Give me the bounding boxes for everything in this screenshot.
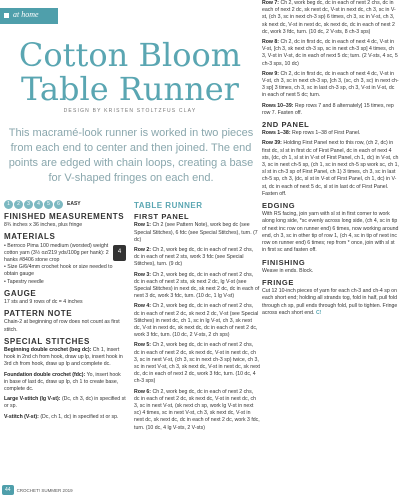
row-text: Ch 2, work beg dc, dc in each of next 2 chs, dc in each of next 2 sts, work 3 fdc (see Special Stitches), turn. (9 dc) (134, 247, 254, 268)
pattern-row (262, 140, 399, 198)
row-label: Row 4: (134, 303, 152, 310)
intro-text: This macramé-look runner is worked in two pieces from each end to center and then joined. The end points are edged with chain loops, creating a base for V-shaped fringes on each end. (8, 127, 254, 184)
page-title-line2: Table Runner (21, 70, 239, 108)
pattern-row (262, 0, 399, 36)
finished-text: 8¾ inches x 36 inches, plus fringe (4, 222, 83, 229)
fringe-heading: FRINGE (262, 277, 294, 287)
row-label: Rows 10–39: (262, 102, 294, 109)
pattern-note-text: Chain-2 at beginning of row does not count as first stitch. (4, 319, 120, 333)
skill-dot: 4 (34, 200, 43, 209)
finishing-heading: FINISHING (262, 257, 306, 267)
pattern-row (134, 222, 260, 244)
skill-dot: 5 (44, 200, 53, 209)
skill-dot: 3 (24, 200, 33, 209)
row-label: Row 5: (134, 342, 152, 349)
second-panel-heading: 2ND PANEL (262, 120, 310, 130)
row-text: Rep rows 7 and 8 alternately] 15 times, rep row 7. Fasten off. (262, 102, 394, 116)
edging-heading: EDGING (262, 201, 296, 211)
stitch-text: (Dc, ch 1, dc) in specified st or sp. (40, 413, 119, 420)
row-text: Ch 2, work beg dc, dc in each of next 2 chs, dc in each of next 2 dc, sk next dc, V-st in next dc, ch 3, sc in V-st, (ch 3, sc in next ch-3 sp) 6 times, ch 3, sc in V-st, ch 3, sk next dc, V-st in next dc, sk next dc, dc in each of next 2 dc, work 3 fdc, turn. (10 dc, 2 V-sts, 8 ch-3 sps) (262, 0, 396, 35)
pattern-row (134, 303, 260, 339)
end-mark: C! (315, 309, 322, 316)
finishing-text: Weave in ends. Block. (262, 267, 314, 274)
row-label: Row 7: (262, 0, 280, 6)
table-runner-heading: TABLE RUNNER (134, 201, 203, 210)
pattern-row (262, 39, 399, 68)
hook-text: • Size G/6/4mm crochet hook or size needed to obtain gauge (4, 264, 113, 278)
row-text: Ch 2, dc in first dc, dc in each of next 4 dc, V-st in V-st, ch 3, sc in next ch-3 sp, [ch 3, (sc, ch 3, sc) in next ch-3 sp] 3 times, ch 3, sc in last ch-3 sp, ch 3, V-st in V-st, dc in each of next 5 dc; turn. (262, 70, 399, 99)
row-label: Row 2: (134, 247, 152, 254)
yarn-text: • Berroco Pima 100 medium (worsted) weight cotton yarn (3½ oz/219 yds/100g per hank): 2 hanks #8406 stone crop (4, 242, 109, 264)
magazine-issue: CROCHET! SUMMER 2019 (16, 487, 73, 493)
row-text: Ch 2 (see Pattern Note), work beg dc (see Special Stitches), 6 fdc (see Special Stitches), turn. (7 dc) (134, 222, 258, 243)
stitch-name: V-stitch (V-st): (4, 413, 39, 420)
row-label: Row 8: (262, 39, 280, 46)
row-label: Row 3: (134, 271, 152, 278)
pattern-row (262, 71, 399, 100)
pattern-row (262, 130, 399, 137)
materials-heading: MATERIALS (4, 232, 56, 242)
pattern-row (134, 342, 260, 385)
page-number: 44 (2, 485, 14, 495)
stitch-name: Large V-stitch (lg V-st): (4, 396, 61, 403)
edging-text: With RS facing, join yarn with sl st in first corner to work along long side, *sc evenly across long side, (ch 4, sc in tip of next inc row on runner end) 6 times, now working around end, ch 3, sc in other tip of row 1, (ch 4, sc in tip of next inc row on runner end) 6 times; rep from * once, join with sl st in first sc and fasten off. (262, 211, 399, 254)
section-label: at home (13, 10, 39, 19)
page-footer (2, 485, 73, 495)
gauge-heading: GAUGE (4, 288, 37, 298)
skill-dot: 6 (54, 200, 63, 209)
gauge-text: 17 sts and 9 rows of dc = 4 inches (4, 299, 83, 306)
pattern-row (134, 272, 260, 301)
section-header (0, 8, 58, 24)
skill-level (4, 200, 126, 209)
fringe-text (262, 288, 399, 317)
special-stitch (4, 372, 126, 394)
stitch-text: Ch 1, insert hook in 2nd ch from hook, draw up lp, insert hook in 3rd ch from hook, draw up lp and complete dc. (4, 347, 123, 368)
row-text: Ch 2, work beg dc, dc in each of next 2 chs, dc in each of next 2 dc, sk next dc, V-st in next dc, ch 3, sc in next V-st, (sk next ch sp, work lg V-st in next sc) 4 times, sc in next V-st, ch 3, sk next dc, V-st in next dc, sk next dc, dc in each of next 2 dc, work 3 fdc, turn. (10 dc, 4 lg V-sts, 2 V-sts) (134, 388, 260, 431)
row-text: Ch 2, work beg dc, dc in each of next 2 chs, dc in each of next 2 dc, sk next 2 dc, V-st (see Special Stitches) in next dc, ch 1, sc in lg V-st, ch 3, sk next dc, V-st in next dc, sk next dc, dc in each of next 2 dc, work 3 fdc, turn. (10 dc, 2 V-sts, 2 ch sps) (134, 303, 259, 339)
row-text: Rep rows 1–38 of First Panel. (292, 130, 361, 137)
pattern-row (262, 103, 399, 117)
materials-yarn (4, 243, 126, 265)
row-text: Ch 2, dc in first dc, dc in each of next 4 dc, V-st in V-st, [ch 3, sk next ch-3 sp, sc in next ch-3 sp] 4 times, ch 3, V-st in V-st, dc in each of next 5 dc; turn. (2 V-sts, 4 sc, 5 ch-3 sps, 10 dc) (262, 39, 398, 67)
finished-heading: FINISHED MEASUREMENTS (4, 212, 125, 221)
special-stitch (4, 396, 126, 410)
first-panel-heading: FIRST PANEL (134, 212, 190, 222)
row-label: Row 6: (134, 388, 152, 395)
byline: DESIGN BY KRISTEN STOLTZFUS CLAY (63, 108, 197, 114)
yarn-weight-badge-icon: 4 (113, 245, 126, 261)
row-text: Holding First Panel next to this row, (ch 2, dc) in first dc, sl st in first dc of First Panel, dc in each of next 4 sts, (dc, ch 1, sl st in V-st of First Panel, ch 1, dc) in V-st, ch 3, sc in next ch-5 sp, (ch 1, sc in next ch-5 sp work sc, ch 1, sl st in ch-3 sp of First Panel, ch 1) 3 times, ch 3, sc in last ch-5 sp, ch 3, (dc, sl st in V-st of First Panel, ch 1, dc) in V-st, dc in each of next 5 dc, sl st in last dc of First Panel. Fasten off. (262, 140, 399, 197)
stitch-text: Yo, insert hook in base of last dc, draw up lp, ch 1 to create base, complete dc. (4, 371, 121, 393)
column-2 (134, 202, 260, 435)
row-label: Row 1: (134, 222, 152, 229)
special-stitch (4, 414, 126, 421)
pattern-row (134, 247, 260, 269)
skill-level-label: EASY (67, 200, 81, 207)
column-3 (262, 0, 399, 500)
header-square-icon (4, 13, 9, 18)
page-title-line1: Cotton Bloom (18, 36, 242, 74)
pattern-row (134, 389, 260, 432)
pattern-note-heading: PATTERN NOTE (4, 309, 73, 319)
row-label: Row 39: (262, 140, 282, 147)
special-stitches-heading: SPECIAL STITCHES (4, 336, 90, 346)
row-text: Ch 2, work beg dc, dc in each of next 2 chs, dc in each of next 2 dc, sk next dc, V-st in next dc, ch 3, sc in next V-st, (ch 3, sc in next ch-3 sp) twice, ch 3, sc in next V-st, ch 3, sk next dc, V-st in next dc, sk next dc, dc in each of next 2 dc, work 3 fdc, turn. (10 dc, 4 ch-3 sps) (134, 342, 260, 385)
row-text: Ch 2, work beg dc, dc in each of next 2 chs, dc in each of next 2 sts, sk next 2 dc, lg V-st (see Special Stitches) in next dc, sk next 2 dc, dc in each of next 3 dc, work 3 fdc, turn. (10 dc, 1 lg V-st) (134, 271, 260, 300)
stitch-name: Beginning double crochet (beg dc): (4, 347, 92, 354)
stitch-name: Foundation double crochet (fdc): (4, 371, 86, 378)
stitch-text: (Dc, ch 3, dc) in specified st or sp. (4, 396, 126, 410)
skill-dot: 1 (4, 200, 13, 209)
row-label: Row 9: (262, 70, 280, 77)
skill-dot: 2 (14, 200, 23, 209)
column-1 (4, 200, 126, 424)
fringe-body: Cut 12 10-inch pieces of yarn for each ch-3 and ch-4 sp on each short end; holding all strands tog, fold in half, pull fold through ch sp, pull ends through fold, pull to tighten. Fringe across each short end. (262, 288, 398, 316)
needle-text: • Tapestry needle (4, 278, 44, 285)
special-stitch (4, 347, 126, 369)
row-label: Rows 1–38: (262, 130, 291, 137)
